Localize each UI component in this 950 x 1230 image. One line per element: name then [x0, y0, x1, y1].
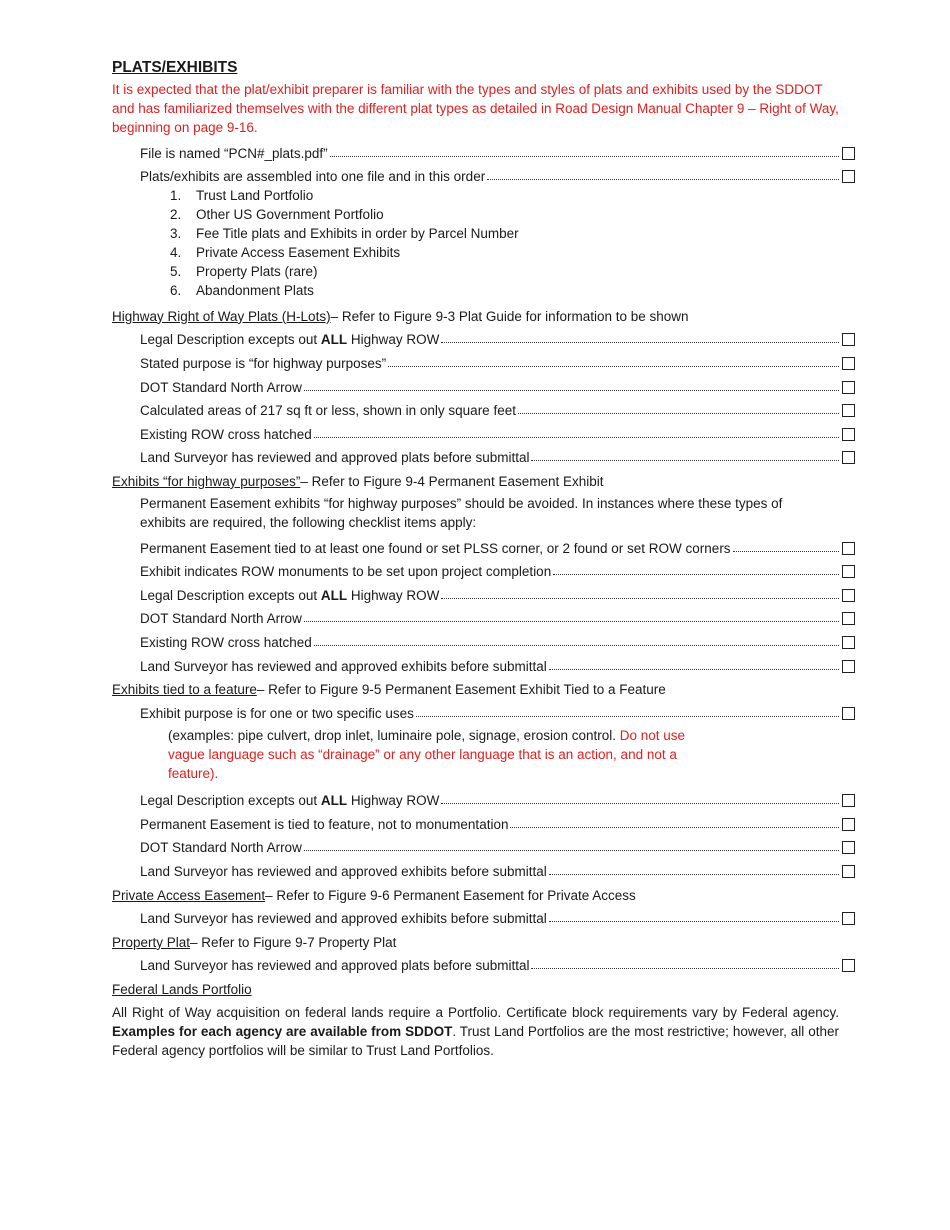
- list-number: 4.: [170, 245, 182, 261]
- list-text: Property Plats (rare): [196, 264, 318, 280]
- checklist-item-arrow: [112, 371, 839, 395]
- heading-link: Property Plat: [112, 934, 191, 950]
- section-heading-federal: [112, 973, 839, 997]
- checkbox[interactable]: [842, 794, 855, 807]
- dot-leader: [304, 621, 839, 622]
- item-label: Existing ROW cross hatched: [140, 634, 312, 650]
- dot-leader: [441, 598, 839, 599]
- checkbox[interactable]: [842, 912, 855, 925]
- checkbox[interactable]: [842, 565, 855, 578]
- checkbox[interactable]: [842, 170, 855, 183]
- checkbox[interactable]: [842, 612, 855, 625]
- section-heading-feature-exhibits: [112, 674, 839, 698]
- checklist-item-areas: [112, 395, 839, 419]
- item-label: Permanent Easement tied to at least one found or set PLSS corner, or 2 found or set ROW corners: [140, 540, 731, 556]
- checkbox[interactable]: [842, 147, 855, 160]
- list-text: Other US Government Portfolio: [196, 207, 384, 223]
- section-heading-hwy-exhibits: [112, 465, 839, 489]
- heading-reference: – Refer to Figure 9-4 Permanent Easement Exhibit: [300, 473, 604, 489]
- heading-link: Highway Right of Way Plats (H-Lots): [112, 308, 331, 324]
- heading-reference: – Refer to Figure 9-3 Plat Guide for information to be shown: [330, 308, 689, 324]
- checkbox[interactable]: [842, 660, 855, 673]
- feature-examples-note: (examples: pipe culvert, drop inlet, luminaire pole, signage, erosion control. Do not use vague language such as “drainage” or any other language that is an action, and not a feature).: [168, 727, 686, 781]
- checklist-item-monuments: [112, 556, 839, 580]
- dot-leader: [553, 574, 839, 575]
- item-label: Permanent Easement is tied to feature, not to monumentation: [140, 816, 509, 832]
- dot-leader: [518, 413, 839, 414]
- checkbox[interactable]: [842, 333, 855, 346]
- dot-leader: [304, 390, 839, 391]
- checkbox[interactable]: [842, 451, 855, 464]
- item-label: Existing ROW cross hatched: [140, 426, 312, 442]
- dot-leader: [441, 342, 839, 343]
- checkbox[interactable]: [842, 428, 855, 441]
- heading-reference: – Refer to Figure 9-6 Permanent Easement for Private Access: [265, 887, 636, 903]
- section-heading-private-access: [112, 879, 839, 903]
- heading-link: Federal Lands Portfolio: [112, 982, 252, 998]
- heading-link: Exhibits “for highway purposes”: [112, 473, 301, 489]
- checklist-item-surveyor: [112, 650, 839, 674]
- checklist-item-hatched: [112, 418, 839, 442]
- checklist-item-arrow: [112, 832, 839, 856]
- checkbox[interactable]: [842, 381, 855, 394]
- checklist-item-tied: [112, 532, 839, 556]
- item-label: Land Surveyor has reviewed and approved plats before submittal: [140, 450, 530, 466]
- dot-leader: [304, 850, 839, 851]
- checklist-item-surveyor: [112, 442, 839, 466]
- checkbox[interactable]: [842, 357, 855, 370]
- item-label: File is named “PCN#_plats.pdf”: [140, 145, 328, 161]
- checklist-item-surveyor: [112, 950, 839, 974]
- dot-leader: [549, 921, 839, 922]
- item-label: Land Surveyor has reviewed and approved exhibits before submittal: [140, 864, 547, 880]
- list-item: [112, 203, 839, 222]
- item-label: Stated purpose is “for highway purposes”: [140, 355, 387, 371]
- list-text: Private Access Easement Exhibits: [196, 245, 401, 261]
- checkbox[interactable]: [842, 589, 855, 602]
- checklist-item-legal: [112, 785, 839, 809]
- list-item: [112, 241, 839, 260]
- hwy-exhibits-note: Permanent Easement exhibits “for highway purposes” should be avoided. In instances where these types of exhibits are required, the following checklist items apply:: [140, 495, 783, 530]
- list-number: 5.: [170, 264, 182, 280]
- section-title: PLATS/EXHIBITS: [112, 59, 238, 76]
- assembly-order-list: [112, 184, 839, 298]
- dot-leader: [549, 669, 839, 670]
- dot-leader: [388, 366, 839, 367]
- item-label: Land Surveyor has reviewed and approved exhibits before submittal: [140, 658, 547, 674]
- item-label: Calculated areas of 217 sq ft or less, shown in only square feet: [140, 403, 516, 419]
- heading-reference: – Refer to Figure 9-5 Permanent Easement Exhibit Tied to a Feature: [256, 682, 666, 698]
- item-label: Land Surveyor has reviewed and approved exhibits before submittal: [140, 911, 547, 927]
- intro-paragraph: It is expected that the plat/exhibit preparer is familiar with the types and styles of plats and exhibits used by the SDDOT and has familiarized themselves with the different plat types as detailed in Road Design Manual Chapter 9 – Right of Way, beginning on page 9-16.: [112, 82, 839, 135]
- checkbox[interactable]: [842, 841, 855, 854]
- checklist-item-surveyor: [112, 903, 839, 927]
- list-number: 1.: [170, 188, 182, 204]
- dot-leader: [314, 645, 839, 646]
- checklist-item-tied: [112, 808, 839, 832]
- item-label: DOT Standard North Arrow: [140, 379, 302, 395]
- list-item: [112, 184, 839, 203]
- dot-leader: [416, 716, 839, 717]
- item-label: Legal Description excepts out ALL Highway ROW: [140, 793, 440, 809]
- checklist-item-legal: [112, 324, 839, 348]
- checklist-item-assembled: [112, 161, 839, 185]
- dot-leader: [510, 827, 839, 828]
- checkbox[interactable]: [842, 959, 855, 972]
- checklist-item-legal: [112, 579, 839, 603]
- list-number: 6.: [170, 283, 182, 299]
- checkbox[interactable]: [842, 542, 855, 555]
- section-heading-property-plat: [112, 926, 839, 950]
- dot-leader: [487, 179, 839, 180]
- dot-leader: [531, 968, 839, 969]
- checklist-item-file-named: [112, 137, 839, 161]
- document-page: [112, 58, 839, 1060]
- item-label: Exhibit indicates ROW monuments to be set upon project completion: [140, 564, 552, 580]
- list-number: 3.: [170, 226, 182, 242]
- list-text: Trust Land Portfolio: [196, 188, 314, 204]
- dot-leader: [549, 874, 839, 875]
- checklist-item-purpose: [112, 697, 839, 721]
- checklist-item-surveyor: [112, 855, 839, 879]
- checkbox[interactable]: [842, 404, 855, 417]
- checkbox[interactable]: [842, 636, 855, 649]
- dot-leader: [531, 460, 839, 461]
- dot-leader: [314, 437, 839, 438]
- heading-link: Private Access Easement: [112, 887, 266, 903]
- list-item: [112, 279, 839, 298]
- item-label: Legal Description excepts out ALL Highway ROW: [140, 587, 440, 603]
- dot-leader: [733, 551, 839, 552]
- heading-link: Exhibits tied to a feature: [112, 682, 257, 698]
- list-text: Abandonment Plats: [196, 283, 314, 299]
- item-label: Exhibit purpose is for one or two specific uses: [140, 705, 414, 721]
- dot-leader: [441, 803, 839, 804]
- checklist-item-hatched: [112, 626, 839, 650]
- list-item: [112, 222, 839, 241]
- item-label: DOT Standard North Arrow: [140, 840, 302, 856]
- checklist-item-arrow: [112, 603, 839, 627]
- federal-paragraph: All Right of Way acquisition on federal lands require a Portfolio. Certificate block requirements vary by Federal agency. Examples for each agency are available from SDDOT. Trust Land Portfolios are the most restrictive; however, all other Federal agency portfolios will be similar to Trust Land Portfolios.: [112, 1005, 839, 1059]
- item-label: Land Surveyor has reviewed and approved plats before submittal: [140, 958, 530, 974]
- item-label: Legal Description excepts out ALL Highway ROW: [140, 332, 440, 348]
- checkbox[interactable]: [842, 707, 855, 720]
- item-label: Plats/exhibits are assembled into one file and in this order: [140, 169, 486, 185]
- heading-reference: – Refer to Figure 9-7 Property Plat: [190, 934, 397, 950]
- checklist-item-purpose: [112, 347, 839, 371]
- checkbox[interactable]: [842, 865, 855, 878]
- dot-leader: [330, 156, 839, 157]
- list-item: [112, 260, 839, 279]
- list-number: 2.: [170, 207, 182, 223]
- item-label: DOT Standard North Arrow: [140, 611, 302, 627]
- checkbox[interactable]: [842, 818, 855, 831]
- section-heading-hlots: [112, 300, 839, 324]
- list-text: Fee Title plats and Exhibits in order by Parcel Number: [196, 226, 519, 242]
